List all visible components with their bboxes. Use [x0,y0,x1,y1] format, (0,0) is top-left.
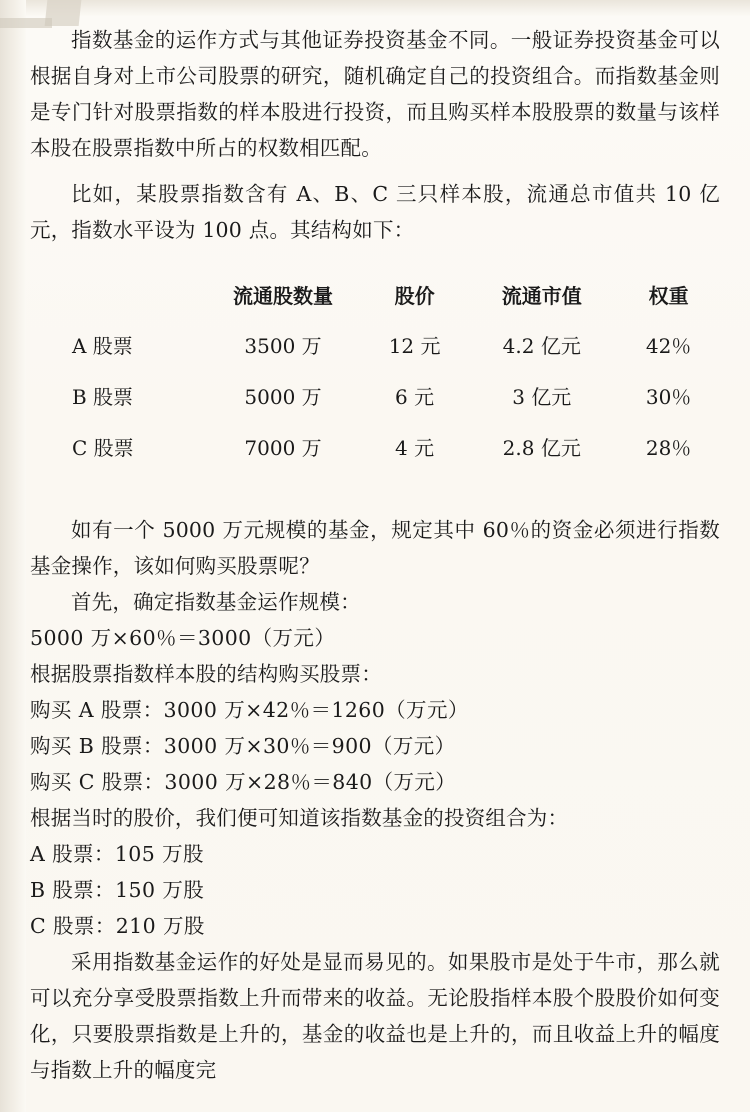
header-price: 股价 [394,284,435,308]
scan-edge-top [0,0,750,16]
cell-market-value: 2.8 亿元 [502,436,581,460]
row-label: A 股票 [72,334,133,358]
cell-price: 6 元 [395,385,435,409]
index-structure-table [48,274,720,472]
cell-price: 4 元 [395,436,435,460]
calc-line: 购买 A 股票：3000 万×42％＝1260（万元） [30,698,469,722]
cell-weight: 42％ [645,334,692,358]
paragraph-intro: 指数基金的运作方式与其他证券投资基金不同。一般证券投资基金可以根据自身对上市公司股票的研究，随机确定自己的投资组合。而指数基金则是专门针对股票指数的样本股进行投资，而且购买样本股股票的数量与该样本股在股票指数中所占的权数相匹配。 [30,28,720,160]
calc-line: A 股票：105 万股 [30,842,204,866]
calc-line: C 股票：210 万股 [30,914,205,938]
calculation-block [30,620,720,944]
calc-line: 根据股票指数样本股的结构购买股票： [30,662,382,686]
row-label: C 股票 [72,436,134,460]
table-row [48,319,720,370]
calc-line: B 股票：150 万股 [30,878,205,902]
table-header-row [48,274,720,319]
calc-line: 购买 C 股票：3000 万×28％＝840（万元） [30,770,457,794]
page-content [30,22,720,1088]
cell-weight: 30％ [645,385,692,409]
cell-weight: 28％ [645,436,692,460]
header-blank [48,274,203,319]
cell-market-value: 3 亿元 [512,385,572,409]
cell-price: 12 元 [388,334,441,358]
calc-line: 根据当时的股价，我们便可知道该指数基金的投资组合为： [30,806,569,830]
calc-line: 5000 万×60％＝3000（万元） [30,626,336,650]
header-weight: 权重 [648,284,689,308]
header-shares: 流通股数量 [233,284,334,308]
row-label: B 股票 [72,385,134,409]
cell-shares: 3500 万 [244,334,322,358]
paragraph-conclusion: 采用指数基金运作的好处是显而易见的。如果股市是处于牛市，那么就可以充分享受股票指数上升而带来的收益。无论股指样本股个股股价如何变化，只要股票指数是上升的，基金的收益也是上升的，而且收益上升的幅度与指数上升的幅度完 [30,950,720,1082]
cell-shares: 7000 万 [244,436,322,460]
paragraph-step-first: 首先，确定指数基金运作规模： [71,590,361,614]
calc-line: 购买 B 股票：3000 万×30％＝900（万元） [30,734,456,758]
paragraph-example: 比如，某股票指数含有 A、B、C 三只样本股，流通总市值共 10 亿元，指数水平设为 100 点。其结构如下： [30,182,720,242]
paragraph-question: 如有一个 5000 万元规模的基金，规定其中 60％的资金必须进行指数基金操作，该如何购买股票呢？ [30,518,720,578]
cell-shares: 5000 万 [244,385,322,409]
header-market-value: 流通市值 [501,284,582,308]
table-row [48,370,720,421]
scan-edge-left [0,0,26,1112]
cell-market-value: 4.2 亿元 [502,334,581,358]
table-row [48,421,720,472]
